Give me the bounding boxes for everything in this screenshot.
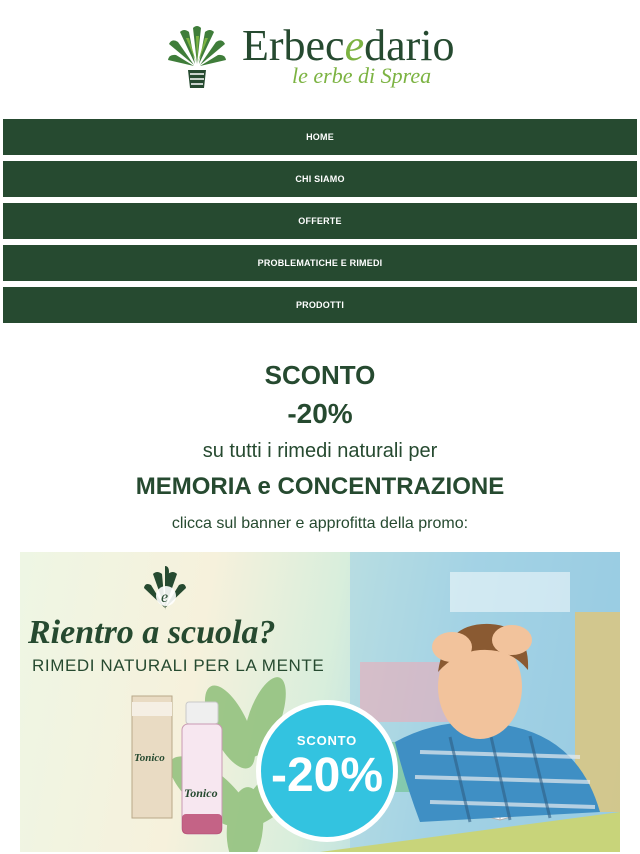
promo-banner[interactable] xyxy=(20,552,620,852)
badge-value: -20% xyxy=(270,749,384,802)
nav-item-problematiche-e-rimedi[interactable]: PROBLEMATICHE E RIMEDI xyxy=(3,245,637,281)
promo-subtitle: su tutti i rimedi naturali per xyxy=(202,440,438,462)
brand-name-accent: e xyxy=(344,21,365,70)
banner-subline: RIMEDI NATURALI PER LA MENTE xyxy=(32,656,325,675)
brand-name-suffix: dario xyxy=(364,21,455,70)
leaf-logo-icon[interactable] xyxy=(166,22,228,90)
nav-item-prodotti[interactable]: PRODOTTI xyxy=(3,287,637,323)
badge-label: SCONTO xyxy=(296,733,358,748)
promo-title: SCONTO xyxy=(264,360,376,390)
promo-call-to-action: clicca sul banner e approfitta della promo: xyxy=(171,515,469,532)
svg-text:e: e xyxy=(161,589,169,606)
discount-badge xyxy=(256,700,398,842)
bottle-product-label: Tonico xyxy=(184,786,218,800)
nav-item-home[interactable]: HOME xyxy=(3,119,637,155)
brand-name-prefix: Erbec xyxy=(242,21,345,70)
nav-item-offerte[interactable]: OFFERTE xyxy=(3,203,637,239)
nav-item-chi-siamo[interactable]: CHI SIAMO xyxy=(3,161,637,197)
brand-wordmark[interactable] xyxy=(242,21,455,70)
box-product-label: Tonico xyxy=(134,752,165,764)
site-header xyxy=(0,0,640,118)
banner-headline: Rientro a scuola? xyxy=(28,614,276,651)
main-navigation xyxy=(3,119,637,329)
promo-section xyxy=(0,360,640,534)
brand-tagline: le erbe di Sprea xyxy=(292,63,432,88)
promo-topic: MEMORIA e CONCENTRAZIONE xyxy=(135,473,505,500)
promo-discount: -20% xyxy=(287,398,353,429)
